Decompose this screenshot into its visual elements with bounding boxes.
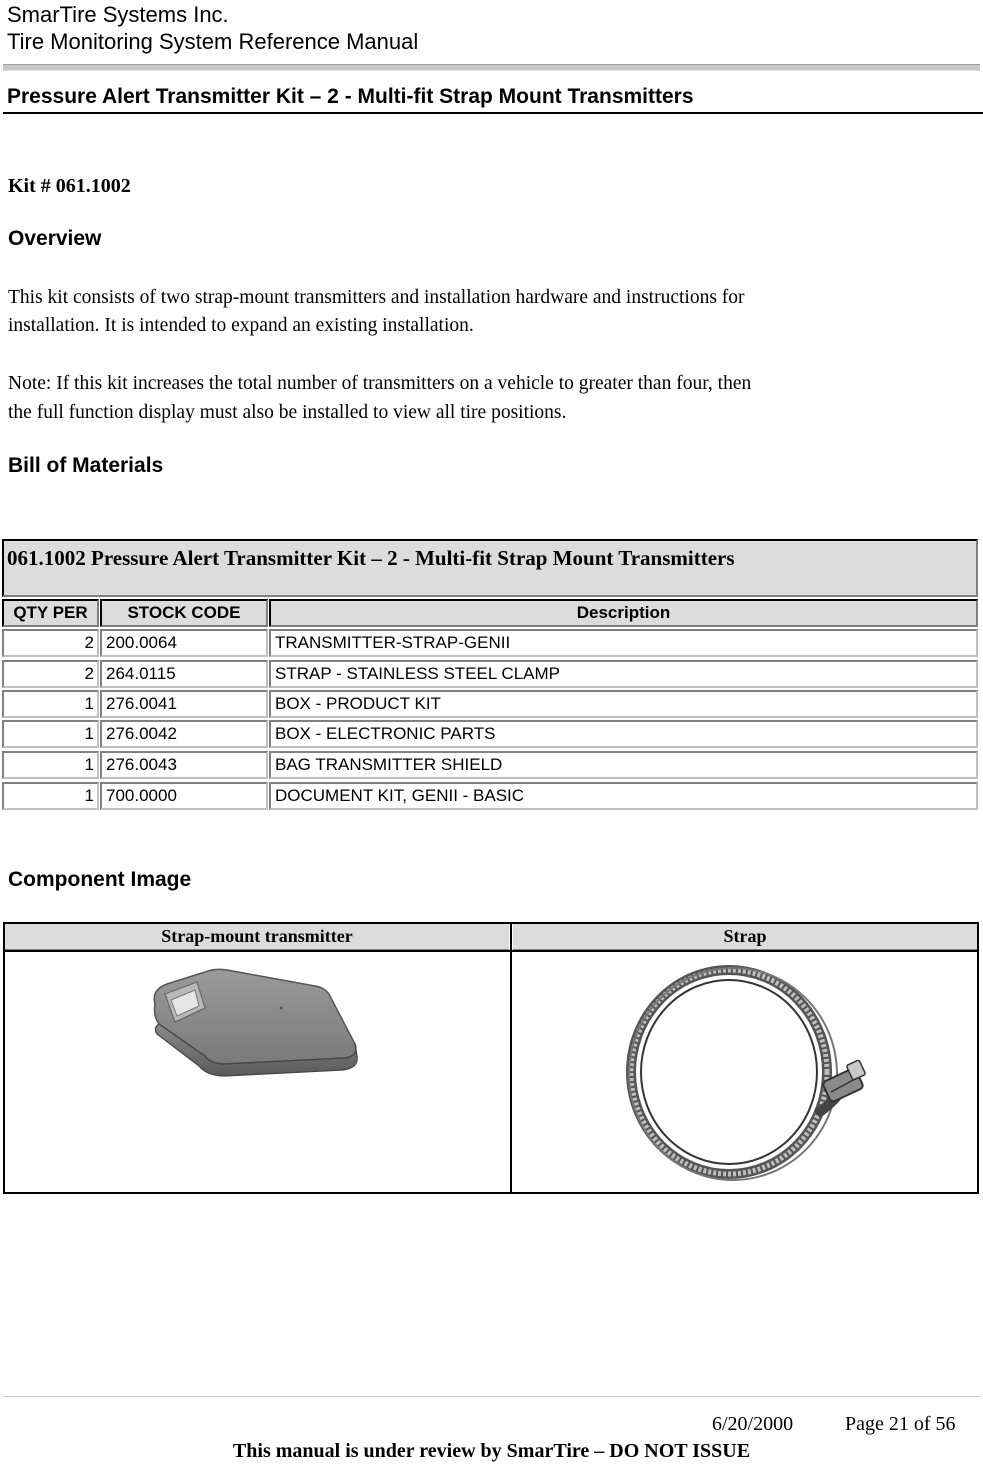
description-cell: BOX - PRODUCT KIT — [269, 690, 978, 718]
stock-code-cell: 276.0042 — [100, 720, 268, 748]
title-rule — [3, 112, 983, 114]
footer-rule — [3, 1396, 980, 1397]
qty-cell: 1 — [2, 751, 99, 779]
bom-table-caption — [2, 539, 978, 597]
footer-date: 6/20/2000 — [712, 1413, 794, 1435]
footer-notice: This manual is under review by SmarTire – DO NOT ISSUE — [232, 1440, 751, 1462]
qty-cell: 1 — [2, 690, 99, 718]
note-paragraph-line-2: the full function display must also be installed to view all tire positions. — [8, 402, 567, 423]
component-column-divider — [510, 924, 512, 1192]
description-cell: DOCUMENT KIT, GENII - BASIC — [269, 782, 978, 810]
page-title: Pressure Alert Transmitter Kit – 2 - Multi-fit Strap Mount Transmitters — [7, 85, 694, 108]
header-manual-title: Tire Monitoring System Reference Manual — [7, 29, 419, 54]
table-row — [2, 690, 978, 718]
qty-cell: 2 — [2, 629, 99, 657]
table-row — [2, 720, 978, 748]
component-col-transmitter: Strap-mount transmitter — [5, 924, 509, 950]
component-col-strap: Strap — [513, 924, 977, 950]
table-row — [2, 629, 978, 657]
stock-code-cell: 276.0041 — [100, 690, 268, 718]
component-header-rule — [5, 950, 977, 952]
table-row — [2, 782, 978, 810]
strap-clamp-image — [617, 954, 887, 1194]
bom-header-row — [2, 599, 978, 627]
qty-cell: 1 — [2, 720, 99, 748]
table-row — [2, 751, 978, 779]
overview-paragraph-line-2: installation. It is intended to expand an existing installation. — [8, 315, 474, 336]
note-paragraph-line-1: Note: If this kit increases the total number of transmitters on a vehicle to greater than four, then — [8, 373, 752, 394]
overview-paragraph-line-1: This kit consists of two strap-mount transmitters and installation hardware and instructions for — [8, 287, 745, 308]
stock-code-cell: 200.0064 — [100, 629, 268, 657]
component-image-heading: Component Image — [8, 868, 192, 891]
bom-heading: Bill of Materials — [8, 454, 164, 477]
bom-col-qty: QTY PER — [2, 599, 99, 627]
stock-code-cell: 700.0000 — [100, 782, 268, 810]
header-company: SmarTire Systems Inc. — [7, 2, 229, 27]
stock-code-cell: 276.0043 — [100, 751, 268, 779]
kit-number: Kit # 061.1002 — [8, 175, 131, 197]
qty-cell: 1 — [2, 782, 99, 810]
description-cell: BAG TRANSMITTER SHIELD — [269, 751, 978, 779]
table-row — [2, 660, 978, 688]
description-cell: STRAP - STAINLESS STEEL CLAMP — [269, 660, 978, 688]
qty-cell: 2 — [2, 660, 99, 688]
header-rule — [3, 64, 980, 71]
description-cell: TRANSMITTER-STRAP-GENII — [269, 629, 978, 657]
overview-heading: Overview — [8, 227, 102, 250]
description-cell: BOX - ELECTRONIC PARTS — [269, 720, 978, 748]
footer-page-number: Page 21 of 56 — [845, 1413, 956, 1435]
bom-caption-text: 061.1002 Pressure Alert Transmitter Kit – 2 - Multi-fit Strap Mount Transmitters — [7, 546, 735, 570]
strap-mount-transmitter-image — [145, 964, 385, 1080]
stock-code-cell: 264.0115 — [100, 660, 268, 688]
component-image-table — [3, 922, 979, 1194]
bom-col-stock-code: STOCK CODE — [100, 599, 268, 627]
bom-col-description: Description — [269, 599, 978, 627]
